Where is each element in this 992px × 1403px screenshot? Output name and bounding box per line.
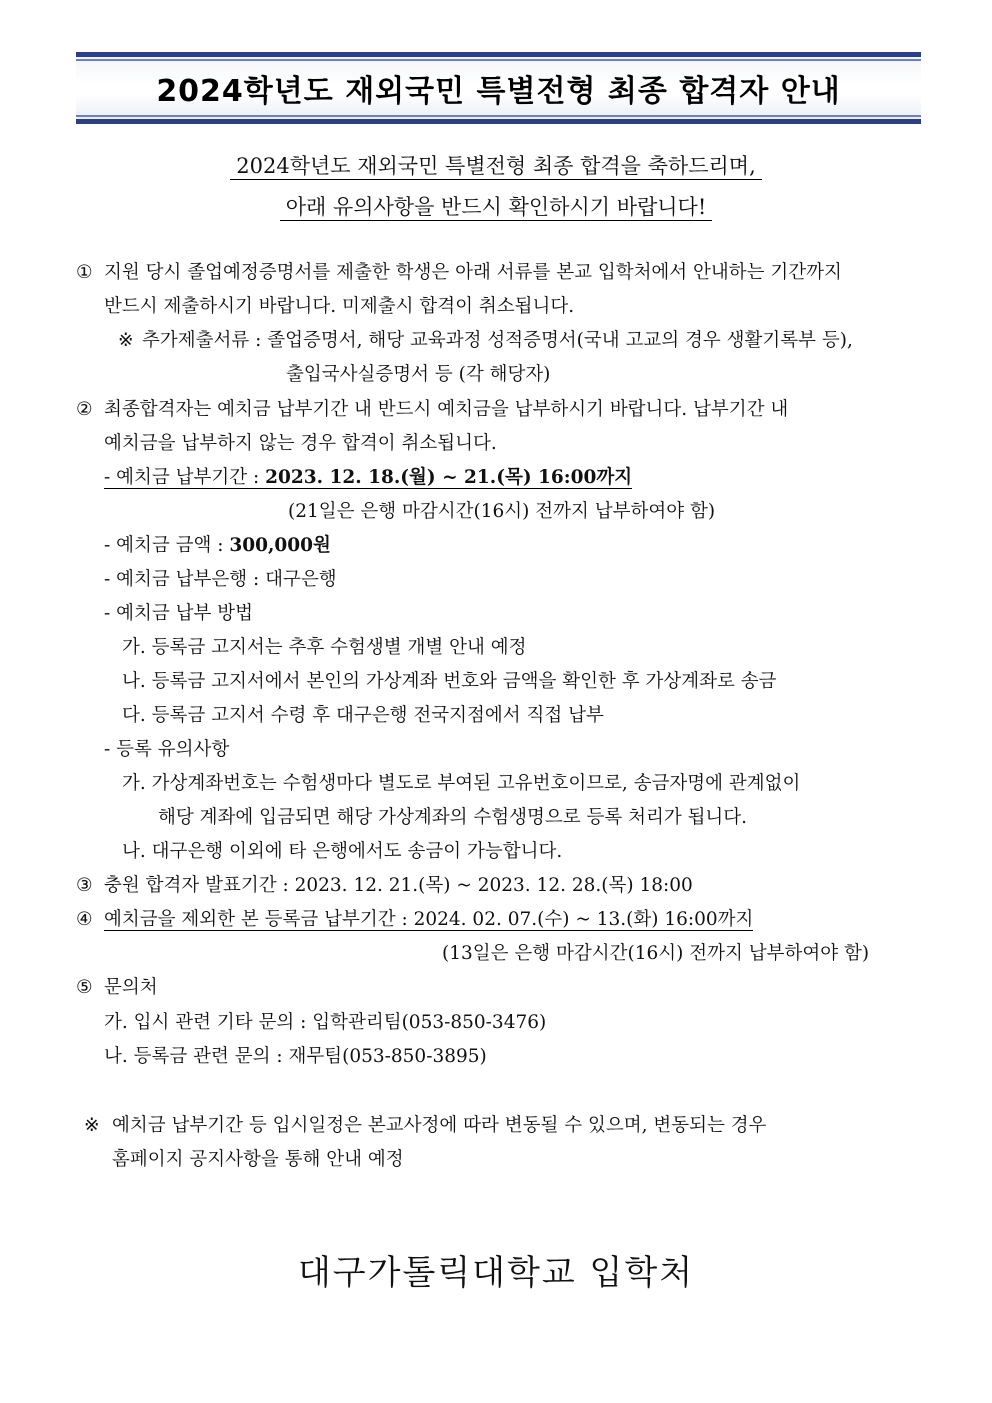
deposit-amount-value: 300,000원 <box>229 535 331 556</box>
deposit-amount <box>104 533 331 559</box>
deposit-method-c: 다. 등록금 고지서 수령 후 대구은행 전국지점에서 직접 납부 <box>122 705 604 726</box>
deposit-method-a: 가. 등록금 고지서는 추후 수험생별 개별 안내 예정 <box>122 637 527 658</box>
item-1-note-line-2: 출입국사실증명서 등 (각 해당자) <box>286 364 551 385</box>
item-4-marker: ④ <box>76 909 93 930</box>
deposit-period <box>104 465 632 491</box>
item-2-line-1: 최종합격자는 예치금 납부기간 내 반드시 예치금을 납부하시기 바랍니다. 납부기간 내 <box>104 399 789 420</box>
deposit-period-note: (21일은 은행 마감시간(16시) 전까지 납부하여야 함) <box>288 501 716 522</box>
deposit-method-title: - 예치금 납부 방법 <box>104 603 253 624</box>
item-2-marker: ② <box>76 399 93 420</box>
deposit-amount-label: - 예치금 금액 : <box>104 535 230 556</box>
item-5-marker: ⑤ <box>76 977 93 998</box>
item-3-marker: ③ <box>76 875 93 896</box>
registration-caution-a-2: 해당 계좌에 입금되면 해당 가상계좌의 수험생명으로 등록 처리가 됩니다. <box>158 807 748 828</box>
footnote-line-1: 예치금 납부기간 등 입시일정은 본교사정에 따라 변동될 수 있으며, 변동되는 경우 <box>112 1115 767 1136</box>
deposit-period-label: - 예치금 납부기간 : <box>104 467 266 488</box>
intro-line-1: 2024학년도 재외국민 특별전형 최종 합격을 축하드리며, <box>0 150 992 180</box>
item-3-text: 충원 합격자 발표기간 : 2023. 12. 21.(목) ~ 2023. 12. 28.(목) 18:00 <box>104 875 693 896</box>
footnote-line-2: 홈페이지 공지사항을 통해 안내 예정 <box>112 1149 404 1170</box>
item-1-line-1: 지원 당시 졸업예정증명서를 제출한 학생은 아래 서류를 본교 입학처에서 안내하는 기간까지 <box>104 262 842 283</box>
registration-caution-title: - 등록 유의사항 <box>104 739 230 760</box>
footnote-mark: ※ <box>84 1115 100 1136</box>
item-1-marker: ① <box>76 262 93 283</box>
registration-caution-b: 나. 대구은행 이외에 타 은행에서도 송금이 가능합니다. <box>122 841 563 862</box>
item-5-title: 문의처 <box>104 977 158 998</box>
item-2-line-2: 예치금을 납부하지 않는 경우 합격이 취소됩니다. <box>104 433 497 454</box>
title-banner <box>76 52 921 124</box>
contact-finance: 나. 등록금 관련 문의 : 재무팀(053-850-3895) <box>104 1046 487 1067</box>
item-1-note-line-1: 추가제출서류 : 졸업증명서, 해당 교육과정 성적증명서(국내 고교의 경우 생활기록부 등), <box>142 330 853 351</box>
intro-line-2: 아래 유의사항을 반드시 확인하시기 바랍니다! <box>0 191 992 221</box>
contact-admissions: 가. 입시 관련 기타 문의 : 입학관리팀(053-850-3476) <box>104 1012 547 1033</box>
deposit-method-b: 나. 등록금 고지서에서 본인의 가상계좌 번호와 금액을 확인한 후 가상계좌로 송금 <box>122 671 777 692</box>
item-1-line-2: 반드시 제출하시기 바랍니다. 미제출시 합격이 취소됩니다. <box>104 296 575 317</box>
item-1-note-mark: ※ <box>118 330 134 351</box>
signature: 대구가톨릭대학교 입학처 <box>297 1253 695 1293</box>
page-title: 2024학년도 재외국민 특별전형 최종 합격자 안내 <box>156 74 841 109</box>
item-4-text: 예치금을 제외한 본 등록금 납부기간 : 2024. 02. 07.(수) ~ 13.(화) 16:00까지 <box>104 909 754 930</box>
registration-caution-a-1: 가. 가상계좌번호는 수험생마다 별도로 부여된 고유번호이므로, 송금자명에 관계없이 <box>122 773 801 794</box>
deposit-bank: - 예치금 납부은행 : 대구은행 <box>104 569 337 590</box>
deposit-period-value: 2023. 12. 18.(월) ~ 21.(목) 16:00까지 <box>265 467 633 488</box>
item-4-note: (13일은 은행 마감시간(16시) 전까지 납부하여야 함) <box>442 943 870 964</box>
